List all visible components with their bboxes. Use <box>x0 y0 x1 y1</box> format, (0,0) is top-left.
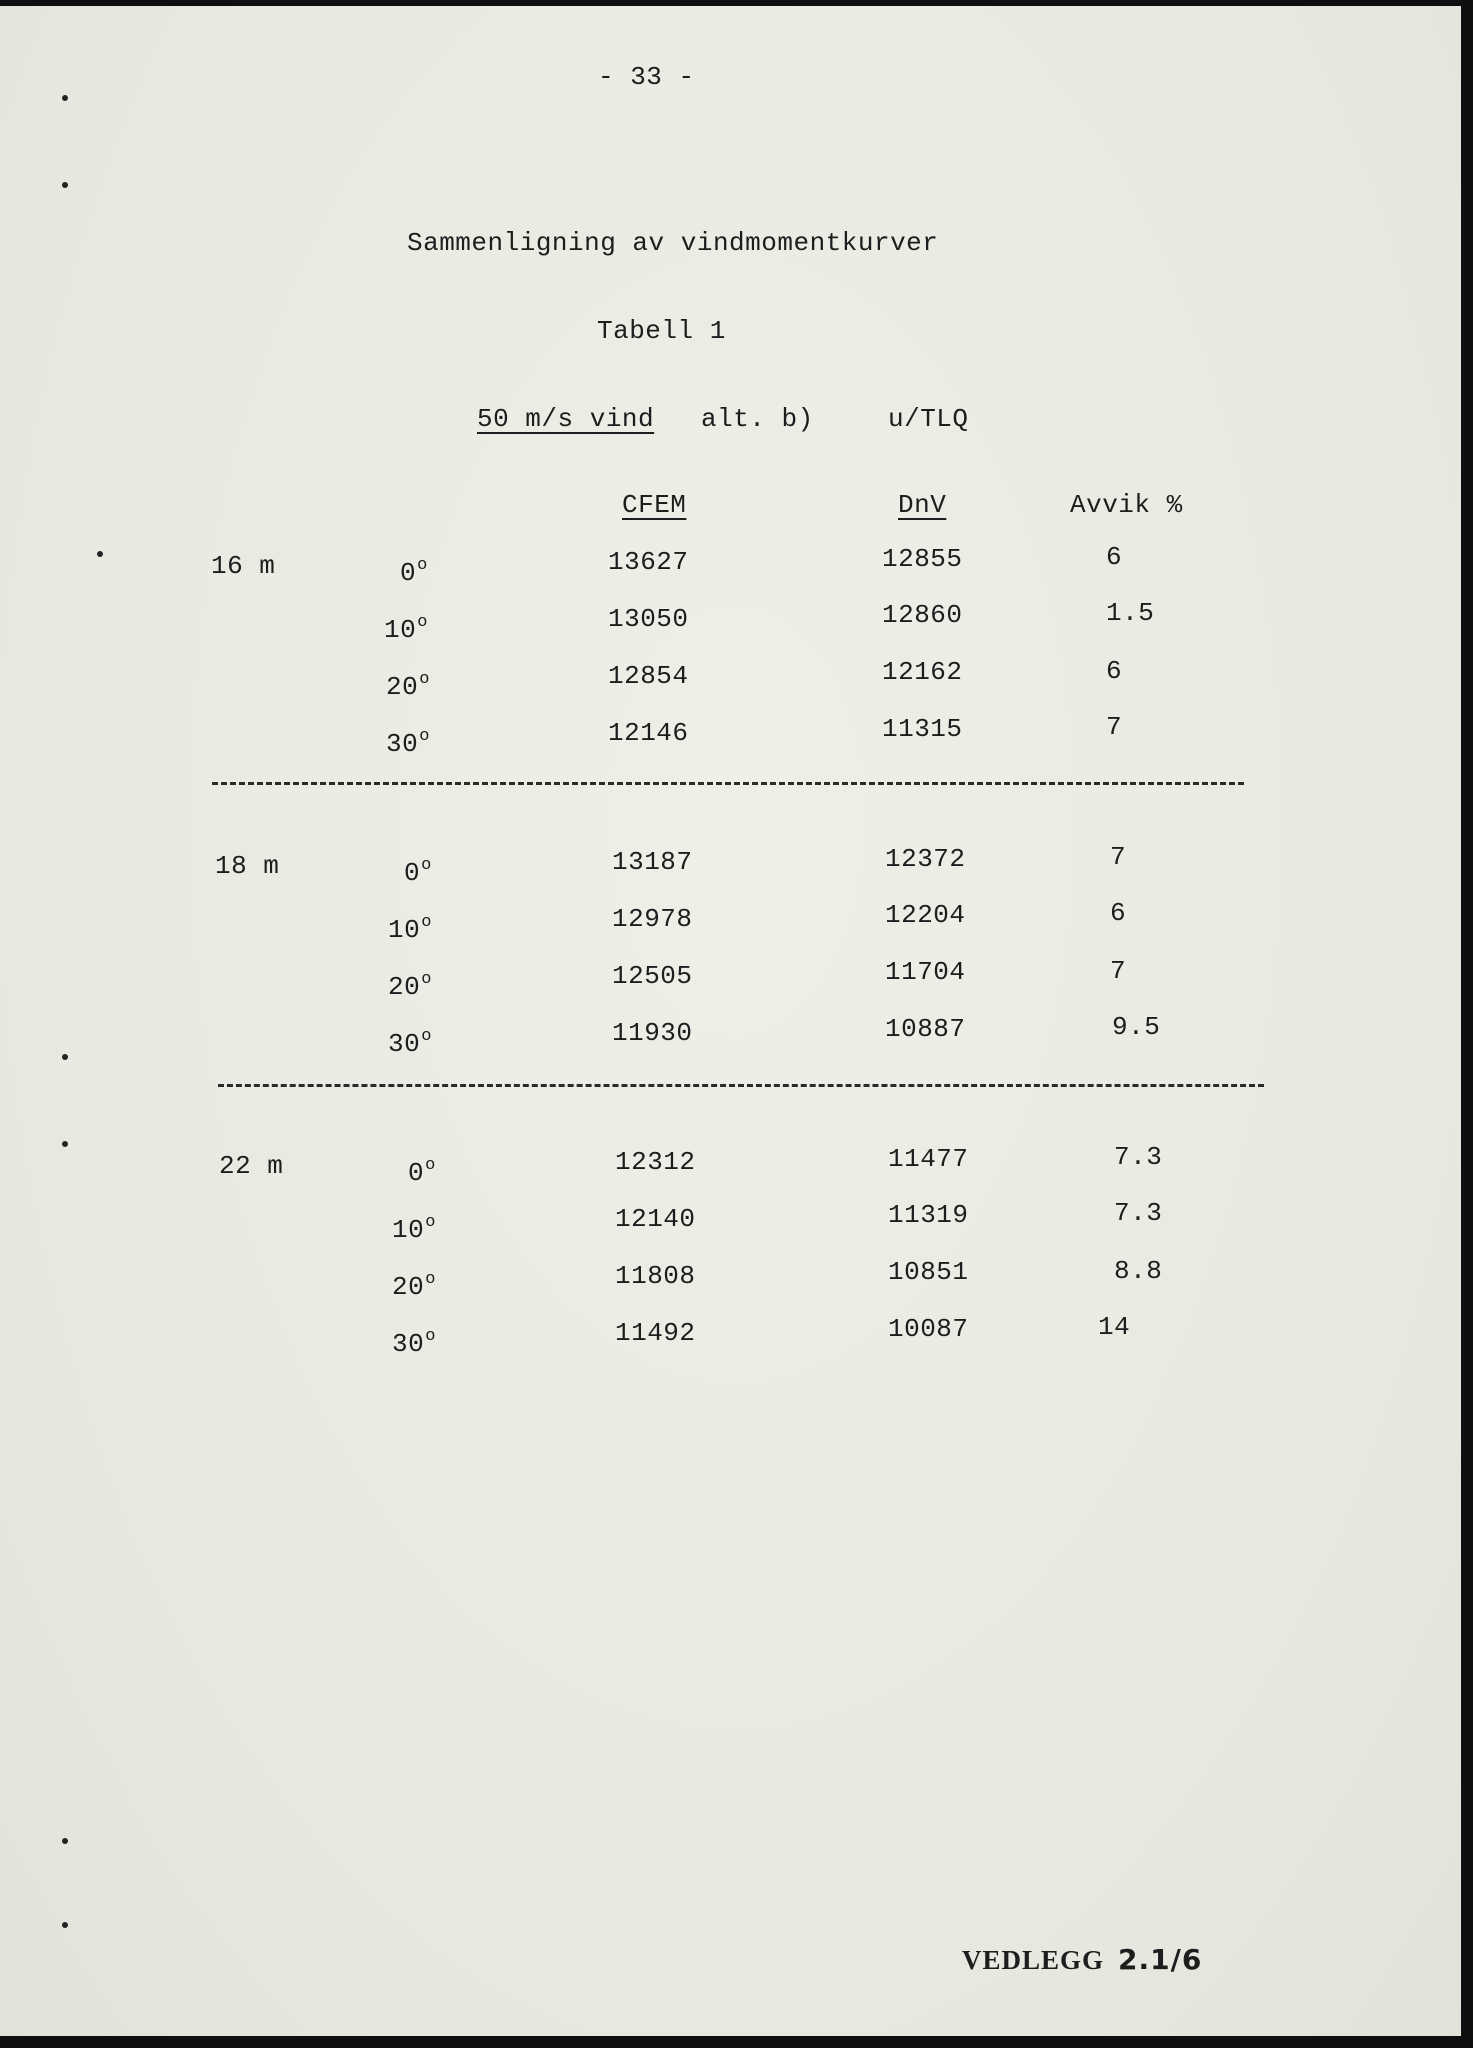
angle-cell: 0$^o$ <box>400 556 428 588</box>
tlq-label: u/TLQ <box>888 404 969 434</box>
angle-cell: 20$^o$ <box>388 970 432 1002</box>
cfem-cell: 13627 <box>608 547 689 577</box>
cfem-cell: 11930 <box>612 1018 693 1048</box>
margin-mark <box>62 1838 68 1844</box>
dnv-cell: 10087 <box>888 1314 969 1344</box>
angle-cell: 10$^o$ <box>384 613 428 645</box>
avvik-cell: 7.3 <box>1114 1142 1163 1172</box>
cfem-cell: 11808 <box>615 1261 696 1291</box>
angle-cell: 30$^o$ <box>392 1327 436 1359</box>
dnv-cell: 12162 <box>882 657 963 687</box>
cfem-cell: 12146 <box>608 718 689 748</box>
avvik-cell: 6 <box>1106 656 1123 686</box>
dnv-cell: 11477 <box>888 1144 969 1174</box>
appendix-number: 2.1/6 <box>1118 1943 1203 1976</box>
angle-cell: 10$^o$ <box>392 1213 436 1245</box>
cfem-cell: 13050 <box>608 604 689 634</box>
dnv-cell: 12860 <box>882 600 963 630</box>
group-height-label: 22 m <box>219 1151 284 1181</box>
column-header-cfem: CFEM <box>622 490 687 520</box>
avvik-cell: 7 <box>1110 956 1127 986</box>
angle-cell: 0$^o$ <box>408 1156 436 1188</box>
avvik-cell: 14 <box>1098 1312 1131 1342</box>
avvik-cell: 7 <box>1106 712 1123 742</box>
dnv-cell: 11704 <box>885 957 966 987</box>
margin-mark <box>97 551 103 557</box>
table-title: Tabell 1 <box>597 316 726 346</box>
document-title: Sammenligning av vindmomentkurver <box>407 228 939 258</box>
group-height-label: 16 m <box>211 551 276 581</box>
margin-mark <box>62 182 68 188</box>
avvik-cell: 6 <box>1110 898 1127 928</box>
angle-cell: 0$^o$ <box>404 856 432 888</box>
angle-cell: 20$^o$ <box>386 670 430 702</box>
dnv-cell: 12372 <box>885 844 966 874</box>
avvik-cell: 9.5 <box>1112 1012 1161 1042</box>
margin-mark <box>62 1922 68 1928</box>
dnv-cell: 12204 <box>885 900 966 930</box>
group-height-label: 18 m <box>215 851 280 881</box>
dnv-cell: 10851 <box>888 1257 969 1287</box>
avvik-cell: 7 <box>1110 842 1127 872</box>
dnv-cell: 11315 <box>882 714 963 744</box>
dnv-cell: 11319 <box>888 1200 969 1230</box>
column-header-dnv: DnV <box>898 490 947 520</box>
avvik-cell: 8.8 <box>1114 1256 1163 1286</box>
scan-edge-top <box>0 0 1473 6</box>
dnv-cell: 10887 <box>885 1014 966 1044</box>
cfem-cell: 12312 <box>615 1147 696 1177</box>
margin-mark <box>62 95 68 101</box>
angle-cell: 10$^o$ <box>388 913 432 945</box>
scan-edge-right <box>1461 0 1473 2048</box>
margin-mark <box>62 1141 68 1147</box>
appendix-stamp <box>962 1943 1202 1976</box>
dnv-cell: 12855 <box>882 544 963 574</box>
cfem-cell: 12505 <box>612 961 693 991</box>
group-separator <box>212 782 1244 785</box>
page-number: - 33 - <box>598 62 695 92</box>
angle-cell: 30$^o$ <box>386 727 430 759</box>
wind-speed-label: 50 m/s vind <box>477 404 655 434</box>
cfem-cell: 12854 <box>608 661 689 691</box>
cfem-cell: 12978 <box>612 904 693 934</box>
appendix-label: VEDLEGG <box>962 1945 1105 1975</box>
cfem-cell: 11492 <box>615 1318 696 1348</box>
column-header-avvik: Avvik % <box>1070 490 1183 520</box>
avvik-cell: 1.5 <box>1106 598 1155 628</box>
avvik-cell: 7.3 <box>1114 1198 1163 1228</box>
angle-cell: 30$^o$ <box>388 1027 432 1059</box>
margin-mark <box>62 1054 68 1060</box>
cfem-cell: 12140 <box>615 1204 696 1234</box>
cfem-cell: 13187 <box>612 847 693 877</box>
alternative-label: alt. b) <box>701 404 814 434</box>
scan-edge-bottom <box>0 2036 1473 2048</box>
group-separator <box>218 1084 1264 1087</box>
angle-cell: 20$^o$ <box>392 1270 436 1302</box>
avvik-cell: 6 <box>1106 542 1123 572</box>
